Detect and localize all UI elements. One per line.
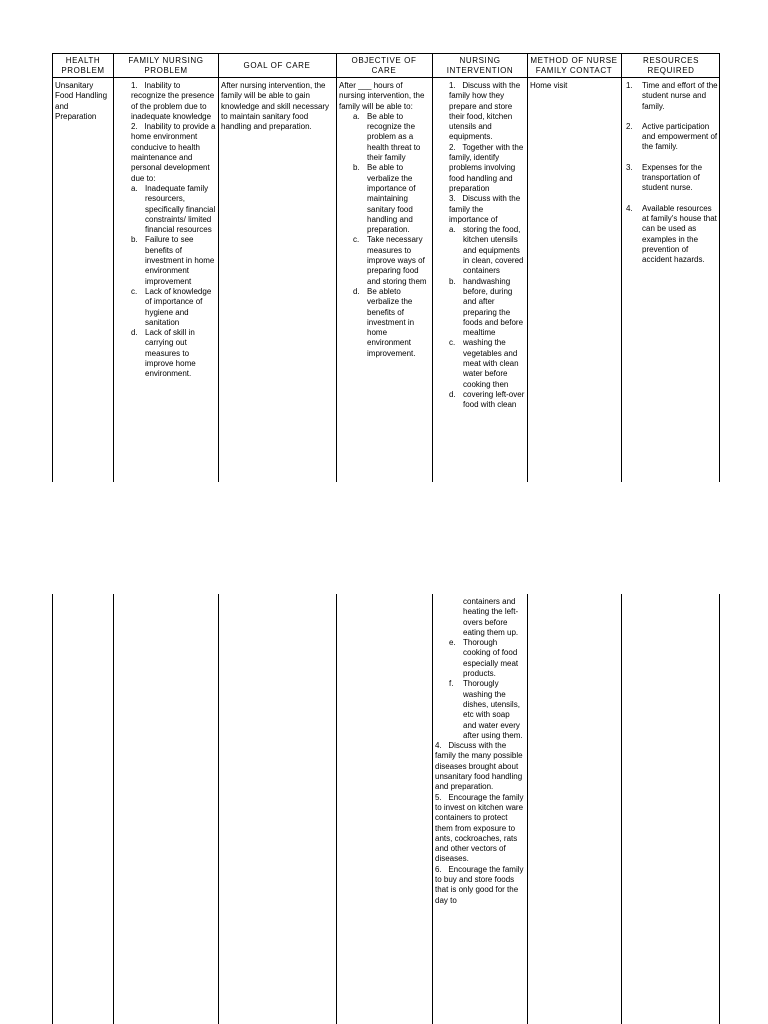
col-border: [52, 53, 53, 482]
objective-item: b. Be able to verbalize the importance of maintaining sanitary food handling and preparation.: [353, 163, 416, 235]
col-border: [52, 594, 53, 1024]
cell-objective-of-care: [339, 81, 431, 359]
objective-item: a. Be able to recognize the problem as a health threat to their family: [353, 111, 421, 163]
intervention-item-4: 4. Discuss with the family the many possible diseases brought about unsanitary food handling and preparation.: [435, 741, 523, 792]
cell-goal-of-care: After nursing intervention, the family will be able to gain knowledge and skill necessary to maintain sanitary food handling and preparation.: [221, 81, 330, 132]
intervention-item-3: 3. Discuss with the family the importance of: [449, 194, 521, 224]
intervention-subitem: d. covering left-over food with clean: [449, 389, 525, 410]
cell-family-nursing-problem: [131, 81, 217, 380]
col-border: [621, 53, 622, 482]
col-border: [527, 53, 528, 482]
objective-intro: After ___ hours of nursing intervention, the family will be able to:: [339, 81, 425, 111]
cell-health-problem: Unsanitary Food Handling and Preparation: [55, 81, 108, 121]
intervention-item-1: 1. Discuss with the family how they prepare and store their food, kitchen utensils and equipments.: [449, 81, 521, 142]
intervention-subitem: e. Thorough cooking of food especially meat products.: [449, 638, 519, 679]
col-border: [113, 594, 114, 1024]
resource-item: 1. Time and effort of the student nurse and family.: [626, 81, 718, 111]
fnp-subitem: d. Lack of skill in carrying out measures to improve home environment.: [131, 328, 196, 379]
resource-item: 4. Available resources at family's house that can be used as examples in the prevention of accident hazards.: [626, 203, 717, 265]
col-border: [432, 53, 433, 482]
col-border: [527, 594, 528, 1024]
intervention-item-2: 2. Together with the family, identify problems involving food handling and preparation: [449, 142, 524, 193]
intervention-subitem: f. Thorougly washing the dishes, utensils, etc with soap and water every after using them.: [449, 679, 523, 740]
col-border: [432, 594, 433, 1024]
col-border: [621, 594, 622, 1024]
intervention-subitem: c. washing the vegetables and meat with clean water before cooking then: [449, 338, 519, 389]
header-bottom-border: [52, 77, 720, 78]
table-page-2: [0, 594, 768, 1024]
table-top-border: [52, 53, 720, 54]
cell-nursing-intervention-continued: [435, 597, 525, 906]
header-method-of-contact: METHOD OF NURSE FAMILY CONTACT: [530, 56, 618, 75]
fnp-subitem: a. Inadequate family resourcers, specifically financial constraints/ limited financial resources: [131, 183, 216, 235]
col-border: [336, 594, 337, 1024]
header-family-nursing-problem: FAMILY NURSING PROBLEM: [128, 56, 204, 75]
col-border: [336, 53, 337, 482]
header-nursing-intervention: NURSING INTERVENTION: [446, 56, 514, 75]
cell-resources-required: [626, 81, 718, 265]
fnp-item-1: 1. Inability to recognize the presence of the problem due to inadequate knowledge: [131, 81, 215, 121]
col-border: [113, 53, 114, 482]
col-border: [719, 53, 720, 482]
intervention-item-6: 6. Encourage the family to buy and store foods that is only good for the day to: [435, 864, 524, 905]
objective-item: c. Take necessary measures to improve ways of preparing food and storing them: [353, 235, 427, 286]
objective-item: d. Be ableto verbalize the benefits of investment in home environment improvement.: [353, 286, 416, 358]
header-objective-of-care: OBJECTIVE OF CARE: [351, 56, 417, 75]
cell-nursing-intervention: [449, 81, 525, 411]
intervention-item-5: 5. Encourage the family to invest on kitchen ware containers to protect them from exposure to ants, cockroaches, rats and other vectors of diseases.: [435, 792, 524, 864]
intervention-subitem: a. storing the food, kitchen utensils and equipments in clean, covered containers: [449, 225, 524, 276]
resource-item: 3. Expenses for the transportation of student nurse.: [626, 162, 703, 193]
header-goal-of-care: GOAL OF CARE: [243, 61, 311, 70]
header-health-problem: HEALTH PROBLEM: [61, 56, 105, 75]
col-border: [218, 594, 219, 1024]
resource-item: 2. Active participation and empowerment of the family.: [626, 121, 718, 152]
intervention-subitem: b. handwashing before, during and after preparing the foods and before mealtime: [449, 276, 524, 338]
fnp-subitem: b. Failure to see benefits of investment in home environment improvement: [131, 235, 215, 286]
fnp-subitem: c. Lack of knowledge of importance of hygiene and sanitation: [131, 286, 212, 327]
fnp-item-2: 2. Inability to provide a home environment conducive to health maintenance and personal development due to:: [131, 122, 216, 183]
intervention-subitem-continued: containers and heating the left-overs before eating them up.: [463, 597, 519, 637]
table-page-1: [0, 0, 768, 482]
col-border: [218, 53, 219, 482]
header-resources-required: RESOURCES REQUIRED: [642, 56, 700, 75]
cell-method-of-contact: Home visit: [530, 81, 568, 90]
col-border: [719, 594, 720, 1024]
